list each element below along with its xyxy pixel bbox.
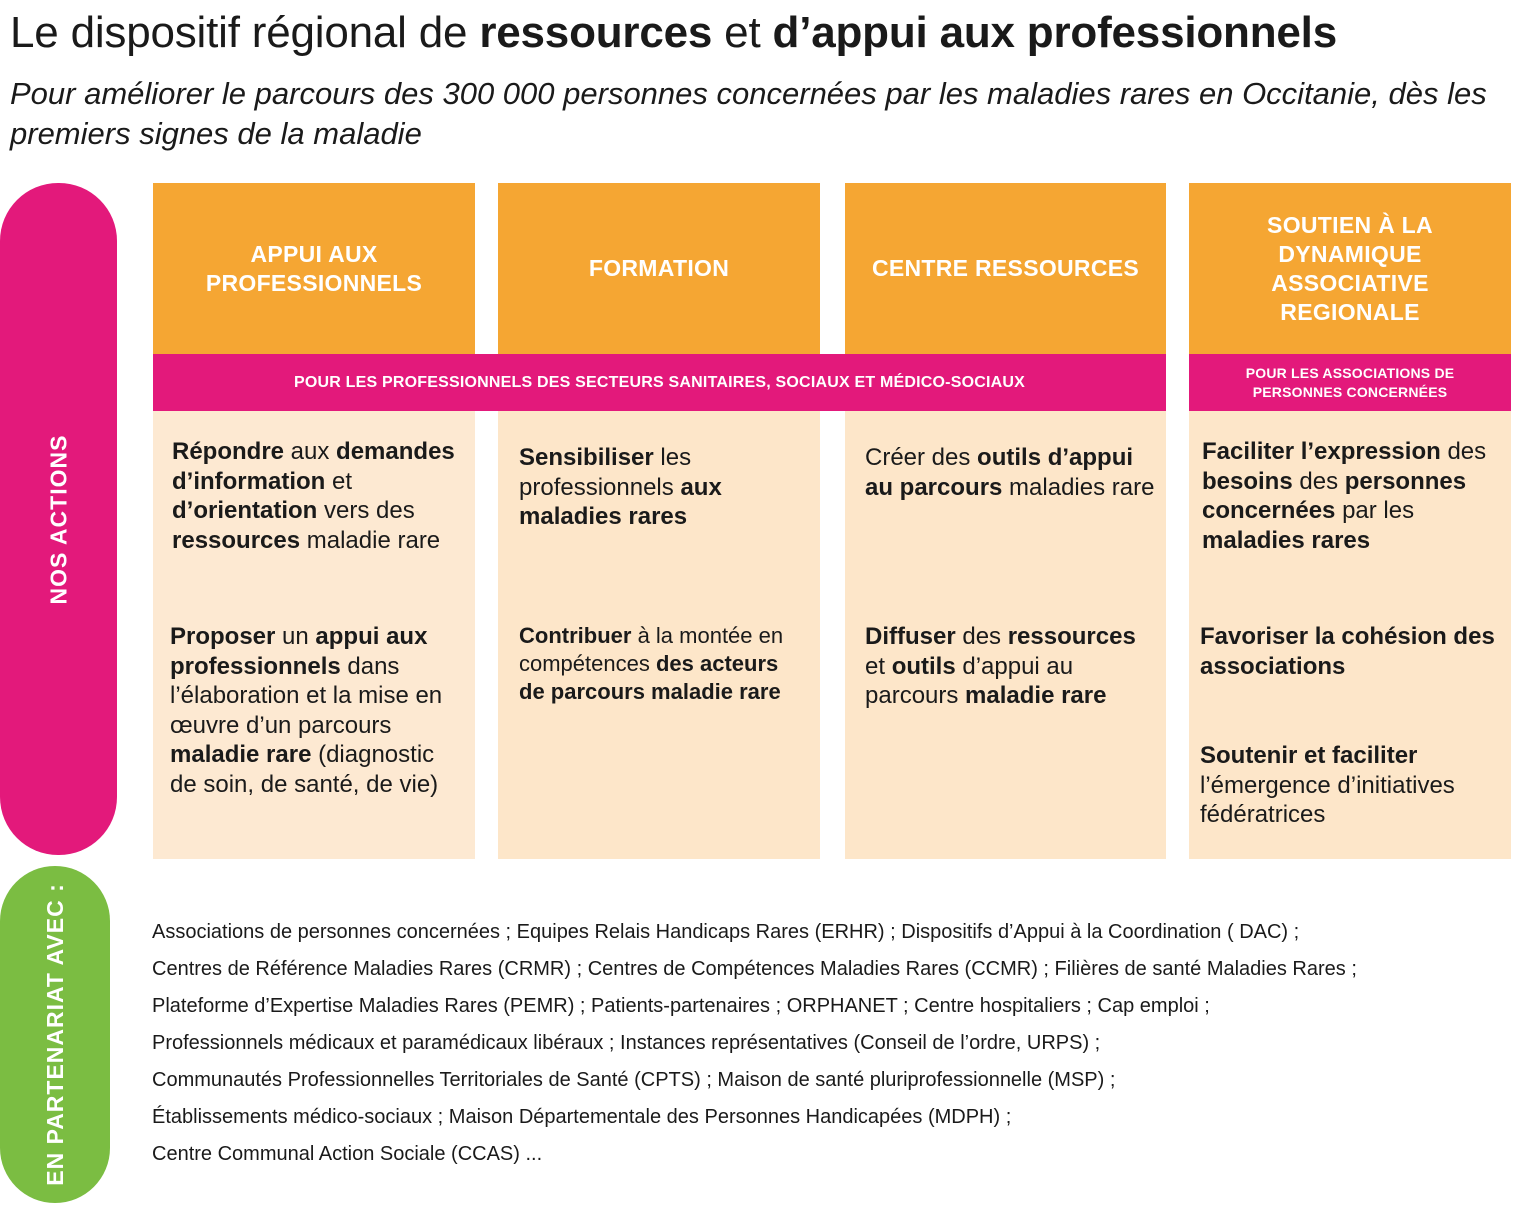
title-part-2: ressources [479, 8, 713, 57]
title-part-3: et [712, 8, 773, 57]
partners-line: Associations de personnes concernées ; Equipes Relais Handicaps Rares (ERHR) ; Dispositifs d’Appui à la Coordination ( DAC) ; [152, 921, 1300, 943]
action-text-diffuse: Diffuser des ressources et outils d’appui au parcours maladie rare [865, 623, 1136, 709]
actions-side-label: NOS ACTIONS [45, 434, 72, 604]
column-header-appui [153, 183, 475, 354]
column-title: FORMATION [588, 255, 730, 281]
partners-line: Plateforme d’Expertise Maladies Rares (PEMR) ; Patients-partenaires ; ORPHANET ; Centre hospitaliers ; Cap emploi ; [152, 995, 1210, 1017]
column-header-formation [498, 183, 820, 354]
partners-line: Centres de Référence Maladies Rares (CRMR) ; Centres de Compétences Maladies Rares (CCMR) ; Filières de santé Maladies Rares ; [152, 958, 1357, 980]
column-title: SOUTIEN À LA DYNAMIQUE ASSOCIATIVE REGIONALE [1267, 211, 1433, 325]
action-text-sensitize: Sensibiliser les professionnels aux maladies rares [519, 444, 722, 530]
actions-side-pill [0, 183, 117, 855]
partners-line: Établissements médico-sociaux ; Maison Départementale des Personnes Handicapées (MDPH) ; [152, 1106, 1012, 1128]
action-text-propose: Proposer un appui aux professionnels dans l’élaboration et la mise en œuvre d’un parcours maladie rare (diagnostic de soin, de santé, de vie) [170, 623, 443, 798]
action-text-respond: Répondre aux demandes d’information et d’orientation vers des ressources maladie rare [172, 438, 455, 554]
action-text-facilitate-expression: Faciliter l’expression des besoins des personnes concernées par les maladies rares [1202, 438, 1487, 554]
partners-line: Centre Communal Action Sociale (CCAS) ... [152, 1143, 543, 1165]
partners-line: Communautés Professionnelles Territoriales de Santé (CPTS) ; Maison de santé pluriprofessionnelle (MSP) ; [152, 1069, 1116, 1091]
partners-line: Professionnels médicaux et paramédicaux libéraux ; Instances représentatives (Conseil de l’ordre, URPS) ; [152, 1032, 1101, 1054]
column-header-centre-ressources [845, 183, 1166, 354]
action-text-cohesion: Favoriser la cohésion des associations [1200, 623, 1495, 680]
action-text-support-initiatives: Soutenir et faciliter l’émergence d’initiatives fédératrices [1200, 742, 1455, 828]
column-header-soutien [1189, 183, 1511, 354]
title-part-4: d’appui aux professionnels [772, 8, 1337, 57]
partners-list [152, 914, 1512, 1173]
partners-side-pill [0, 866, 110, 1203]
page-subtitle: Pour améliorer le parcours des 300 000 personnes concernées par les maladies rares en Occitanie, dès les premiers signes de la maladie [10, 76, 1487, 151]
audience-band-professionals: POUR LES PROFESSIONNELS DES SECTEURS SANITAIRES, SOCIAUX ET MÉDICO-SOCIAUX [153, 354, 1166, 411]
column-title: APPUI AUX PROFESSIONNELS [205, 240, 423, 296]
action-text-contribute: Contribuer à la montée en compétences des acteurs de parcours maladie rare [519, 623, 784, 704]
action-text-create-tools: Créer des outils d’appui au parcours maladies rare [865, 444, 1155, 501]
title-part-1: Le dispositif régional de [10, 8, 480, 57]
audience-band-associations: POUR LES ASSOCIATIONS DE PERSONNES CONCERNÉES [1189, 354, 1511, 411]
partners-side-label: EN PARTENARIAT AVEC : [41, 883, 68, 1186]
column-title: CENTRE RESSOURCES [871, 255, 1140, 281]
page-title [10, 6, 1517, 60]
